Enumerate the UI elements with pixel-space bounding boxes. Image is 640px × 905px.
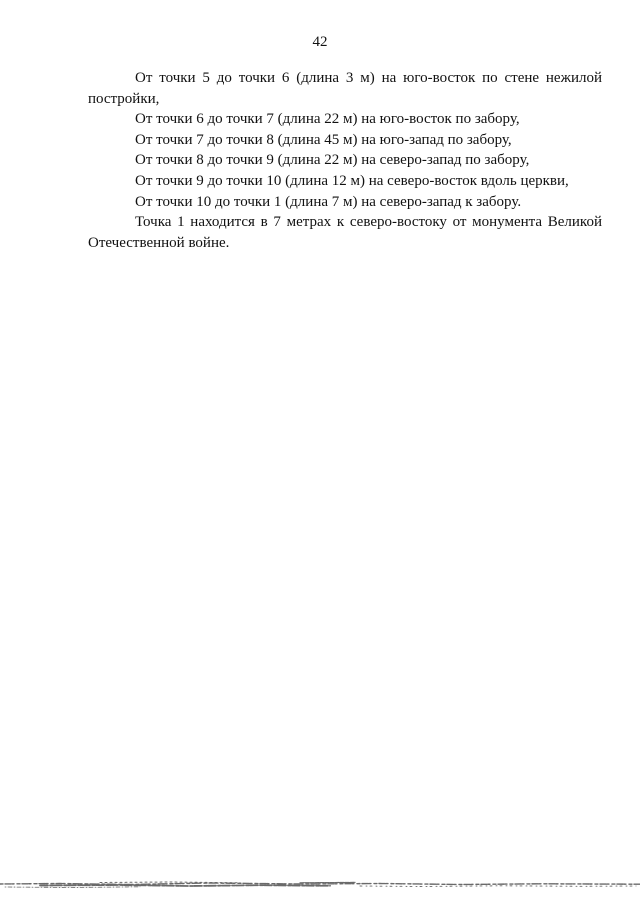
- boundary-paragraph-3: От точки 7 до точки 8 (длина 45 м) на юго-запад по забору,: [135, 131, 512, 148]
- boundary-paragraph-6: От точки 10 до точки 1 (длина 7 м) на северо-запад к забору.: [135, 193, 522, 210]
- boundary-paragraph-2: От точки 6 до точки 7 (длина 22 м) на юго-восток по забору,: [135, 111, 520, 128]
- page-number: 42: [312, 34, 328, 50]
- document-body: [88, 68, 602, 253]
- scan-artifact-strip: [0, 872, 640, 905]
- boundary-paragraph-4: От точки 8 до точки 9 (длина 22 м) на северо-запад по забору,: [135, 152, 530, 169]
- reference-point-paragraph: Точка 1 находится в 7 метрах к северо-востоку от монумента Великой Отечественной войне.: [88, 214, 602, 251]
- boundary-paragraph-5: От точки 9 до точки 10 (длина 12 м) на северо-восток вдоль церкви,: [135, 172, 569, 189]
- boundary-paragraph-1: От точки 5 до точки 6 (длина 3 м) на юго-восток по стене нежилой постройки,: [88, 70, 602, 107]
